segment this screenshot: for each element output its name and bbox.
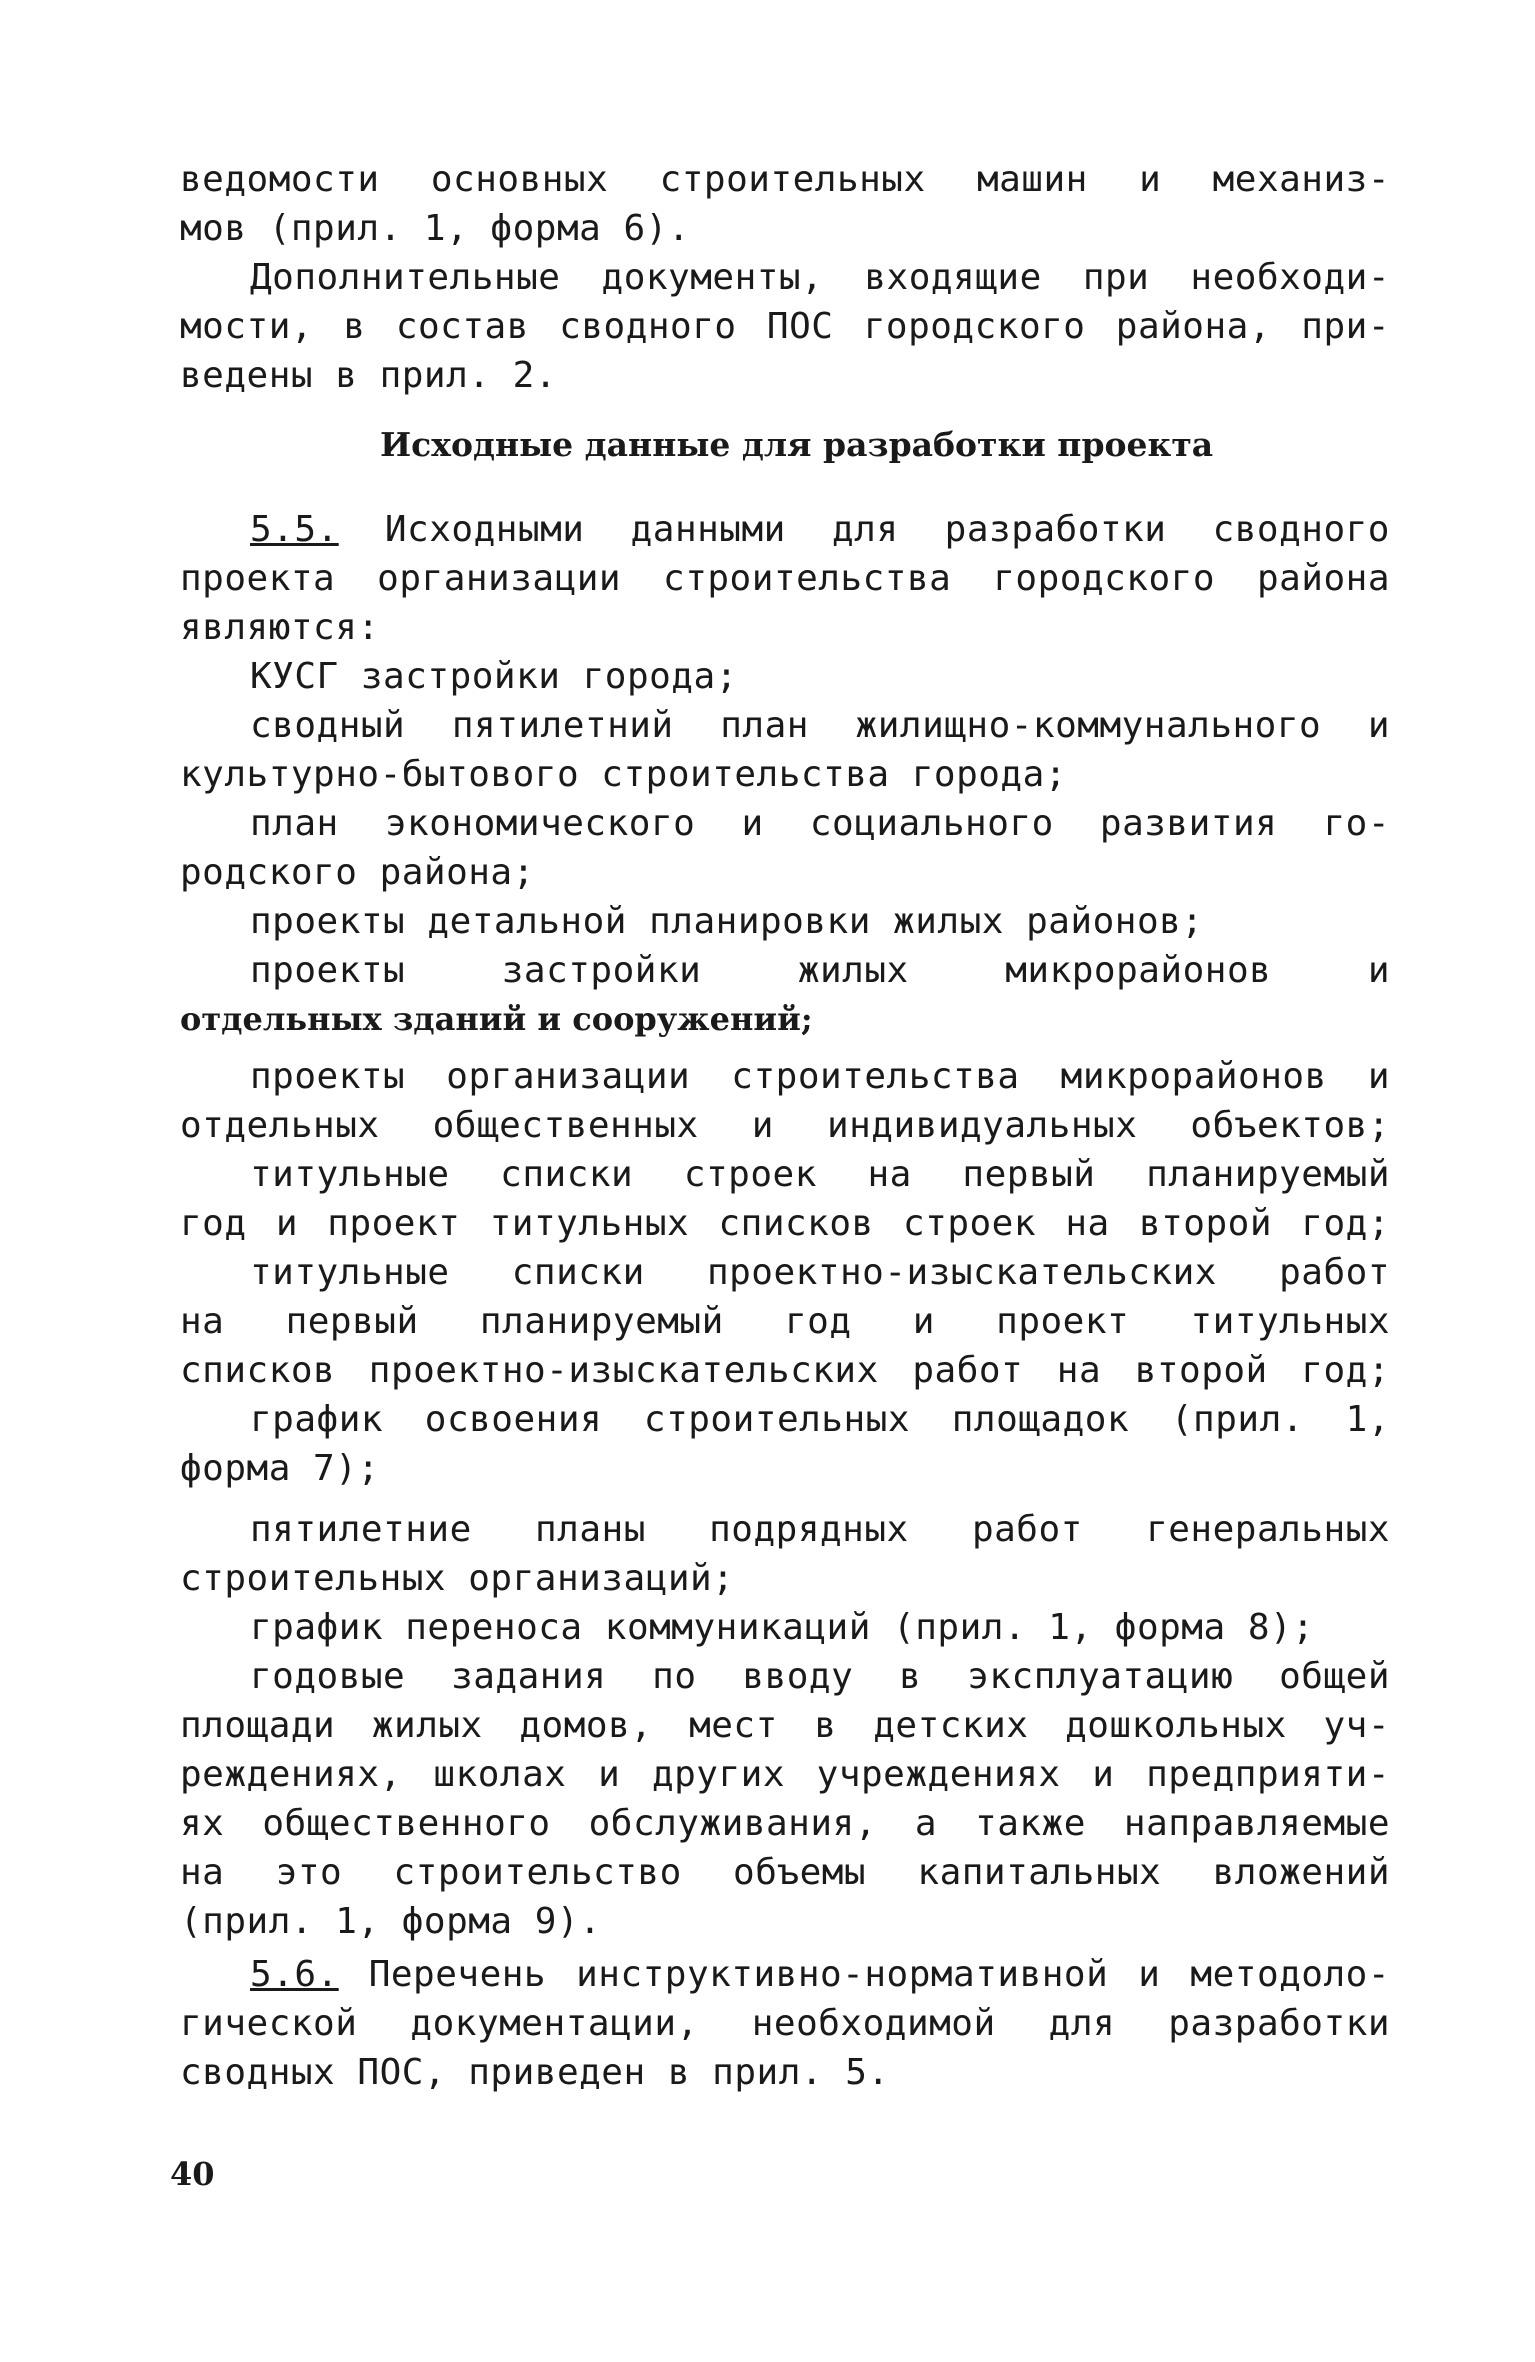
list-item-line: титульные списки строек на первый планируемый: [250, 1154, 1390, 1195]
text-line: [180, 505, 1390, 554]
text-fragment: Исходными данными для разработки сводного: [384, 509, 1390, 550]
list-item-line: форма 7);: [180, 1448, 380, 1489]
intro-paragraph: [180, 155, 1390, 400]
list-item-line: сводный пятилетний план жилищно-коммунального и: [250, 705, 1390, 746]
list-item-line: пятилетние планы подрядных работ генеральных: [250, 1509, 1390, 1550]
list-item-line: титульные списки проектно-изыскательских работ: [250, 1252, 1390, 1293]
list-item-line: списков проектно-изыскательских работ на второй год;: [180, 1350, 1390, 1391]
source-data-list: [180, 652, 1390, 1946]
section-number: 5.6.: [250, 1954, 339, 1995]
page-number: 40: [170, 2155, 215, 2193]
list-item-line: проекты застройки жилых микрорайонов и: [250, 950, 1390, 991]
list-item-line: проекты детальной планировки жилых районов;: [250, 901, 1204, 942]
text-line: являются:: [180, 607, 380, 648]
list-item-line: отдельных общественных и индивидуальных объектов;: [180, 1105, 1390, 1146]
list-item-line: план экономического и социального развития го-: [250, 803, 1390, 844]
list-item-line: график переноса коммуникаций (прил. 1, форма 8);: [250, 1607, 1315, 1648]
text-line: ведены в прил. 2.: [180, 355, 557, 396]
list-item-line: годовые задания по вводу в эксплуатацию общей: [250, 1656, 1390, 1697]
list-item-line: проекты организации строительства микрорайонов и: [250, 1056, 1390, 1097]
text-line: ведомости основных строительных машин и механиз-: [180, 159, 1390, 200]
list-item-line: на это строительство объемы капитальных вложений: [180, 1852, 1390, 1893]
list-item-line: на первый планируемый год и проект титульных: [180, 1301, 1390, 1342]
list-item-line: (прил. 1, форма 9).: [180, 1901, 602, 1942]
text-line: [180, 1950, 1390, 1999]
section-5-6: [180, 1950, 1390, 2097]
text-line: проекта организации строительства городского района: [180, 558, 1390, 599]
section-5-5: [180, 505, 1390, 652]
list-item-line: отдельных зданий и сооружений;: [180, 1000, 813, 1038]
list-item-line: КУСГ застройки города;: [250, 656, 738, 697]
list-item-line: год и проект титульных списков строек на второй год;: [180, 1203, 1390, 1244]
list-item-line: ях общественного обслуживания, а также направляемые: [180, 1803, 1390, 1844]
text-line: гической документации, необходимой для разработки: [180, 2003, 1390, 2044]
list-item-line: культурно-бытового строительства города;: [180, 754, 1067, 795]
list-item-line: строительных организаций;: [180, 1558, 735, 1599]
text-line: мов (прил. 1, форма 6).: [180, 208, 690, 249]
text-line: Дополнительные документы, входящие при необходи-: [250, 257, 1390, 298]
section-heading: Исходные данные для разработки проекта: [380, 425, 1214, 464]
list-item-line: график освоения строительных площадок (прил. 1,: [250, 1399, 1390, 1440]
list-item-line: реждениях, школах и других учреждениях и предприяти-: [180, 1754, 1390, 1795]
text-line: мости, в состав сводного ПОС городского района, при-: [180, 306, 1390, 347]
text-line: сводных ПОС, приведен в прил. 5.: [180, 2052, 890, 2093]
text-fragment: Перечень инструктивно-нормативной и методоло-: [368, 1954, 1390, 1995]
section-number: 5.5.: [250, 509, 339, 550]
list-item-line: площади жилых домов, мест в детских дошкольных уч-: [180, 1705, 1390, 1746]
list-item-line: родского района;: [180, 852, 535, 893]
